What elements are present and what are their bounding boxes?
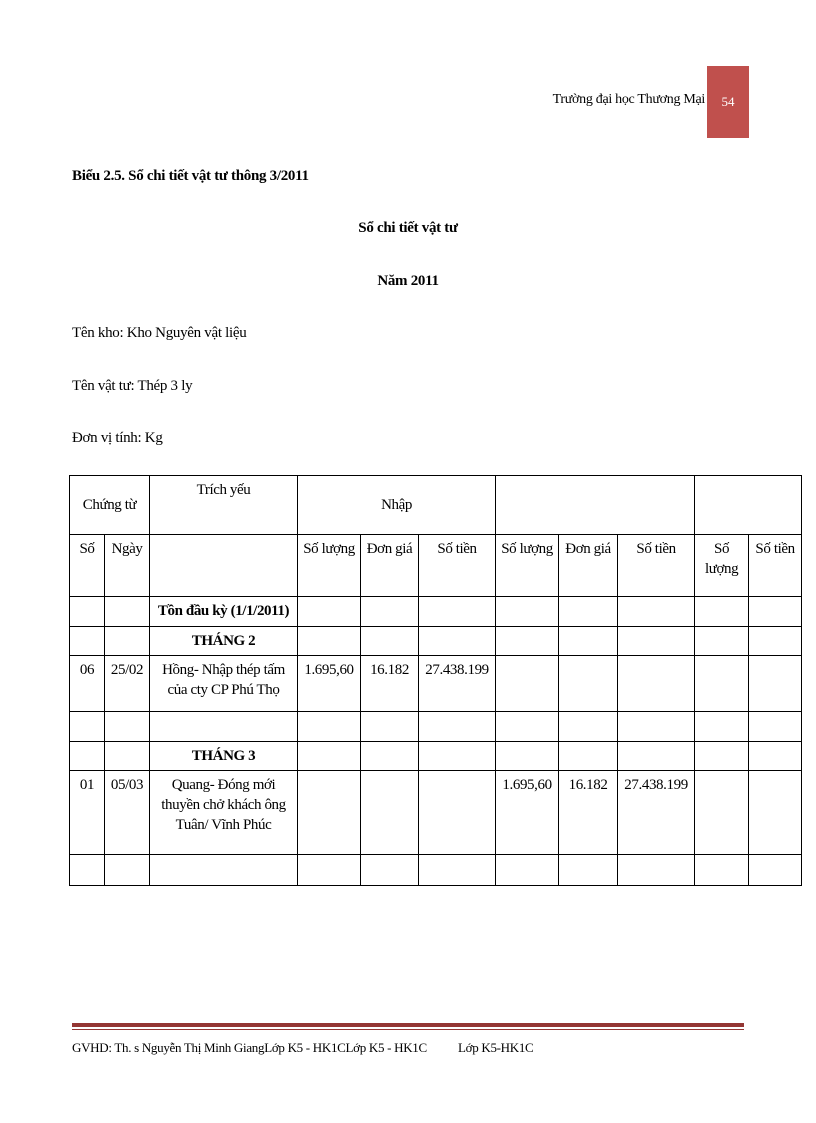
cell-import-price: [361, 742, 419, 771]
cell-export-price: [559, 656, 618, 712]
cell-import-qty: 1.695,60: [298, 656, 361, 712]
cell-import-amount: [419, 597, 496, 627]
cell-import-price: 16.182: [361, 656, 419, 712]
ledger-table: [69, 475, 802, 886]
cell-export-amount: [618, 656, 695, 712]
cell-import-amount: [419, 855, 496, 886]
cell-balance-qty: [695, 656, 749, 712]
summary-header: Trích yếu: [150, 476, 298, 535]
cell-balance-qty: [695, 627, 749, 656]
cell-import-qty: [298, 712, 361, 742]
cell-voucher-date: [105, 855, 150, 886]
col-header-balance-qty: Số lượng: [695, 535, 749, 597]
col-header-export-price: Đơn giá: [559, 535, 618, 597]
cell-export-qty: [496, 627, 559, 656]
cell-import-price: [361, 712, 419, 742]
cell-voucher-date: [105, 742, 150, 771]
cell-voucher-date: [105, 627, 150, 656]
table-row: [70, 627, 802, 656]
cell-voucher-no: [70, 712, 105, 742]
cell-export-amount: 27.438.199: [618, 771, 695, 855]
ledger-year: Năm 2011: [377, 273, 439, 289]
cell-import-amount: [419, 742, 496, 771]
table-row: [70, 597, 802, 627]
cell-balance-qty: [695, 712, 749, 742]
cell-export-amount: [618, 627, 695, 656]
cell-balance-amount: [749, 597, 802, 627]
table-row: [70, 771, 802, 855]
cell-summary: Tồn đầu kỳ (1/1/2011): [150, 597, 298, 627]
cell-import-qty: [298, 742, 361, 771]
export-header: [496, 476, 695, 535]
cell-export-price: [559, 712, 618, 742]
cell-export-price: 16.182: [559, 771, 618, 855]
table-row: [70, 712, 802, 742]
cell-export-price: [559, 855, 618, 886]
cell-balance-qty: [695, 771, 749, 855]
cell-export-amount: [618, 597, 695, 627]
cell-balance-amount: [749, 656, 802, 712]
cell-export-qty: [496, 742, 559, 771]
column-header-row: [70, 535, 802, 597]
material-name: Tên vật tư: Thép 3 ly: [72, 378, 193, 394]
cell-export-price: [559, 597, 618, 627]
cell-summary: THÁNG 2: [150, 627, 298, 656]
page-number-badge: 54: [707, 66, 749, 138]
col-header-voucher-no: Số: [70, 535, 105, 597]
cell-export-qty: [496, 855, 559, 886]
cell-export-qty: [496, 597, 559, 627]
cell-export-price: [559, 742, 618, 771]
col-header-export-qty: Số lượng: [496, 535, 559, 597]
cell-voucher-date: 25/02: [105, 656, 150, 712]
footer-instructor: GVHD: Th. s Nguyễn Thị Minh GiangLớp K5 - HK1CLớp K5 - HK1C: [72, 1040, 427, 1055]
cell-voucher-no: [70, 855, 105, 886]
cell-import-price: [361, 855, 419, 886]
cell-voucher-no: 01: [70, 771, 105, 855]
col-header-export-amount: Số tiền: [618, 535, 695, 597]
col-header-import-qty: Số lượng: [298, 535, 361, 597]
cell-import-price: [361, 771, 419, 855]
cell-import-amount: 27.438.199: [419, 656, 496, 712]
cell-import-amount: [419, 771, 496, 855]
col-header-summary: [150, 535, 298, 597]
cell-import-qty: [298, 627, 361, 656]
cell-voucher-no: 06: [70, 656, 105, 712]
cell-export-amount: [618, 855, 695, 886]
cell-import-qty: [298, 597, 361, 627]
cell-export-amount: [618, 742, 695, 771]
cell-voucher-date: 05/03: [105, 771, 150, 855]
cell-balance-qty: [695, 597, 749, 627]
cell-import-qty: [298, 771, 361, 855]
cell-voucher-no: [70, 742, 105, 771]
balance-header: [695, 476, 802, 535]
figure-caption: Biểu 2.5. Sổ chi tiết vật tư thông 3/2011: [72, 168, 309, 184]
cell-import-amount: [419, 712, 496, 742]
cell-import-price: [361, 597, 419, 627]
cell-import-amount: [419, 627, 496, 656]
cell-summary: THÁNG 3: [150, 742, 298, 771]
header-school-name: Trường đại học Thương Mại: [552, 92, 705, 107]
cell-balance-qty: [695, 855, 749, 886]
voucher-header: Chứng từ: [70, 476, 150, 535]
import-header: Nhập: [298, 476, 496, 535]
footer-rule-thick: [72, 1023, 744, 1027]
footer-rule-thin: [72, 1029, 744, 1030]
cell-voucher-date: [105, 712, 150, 742]
cell-voucher-date: [105, 597, 150, 627]
ledger-title: Sổ chi tiết vật tư: [358, 220, 458, 236]
col-header-import-amount: Số tiền: [419, 535, 496, 597]
col-header-balance-amount: Số tiền: [749, 535, 802, 597]
cell-voucher-no: [70, 597, 105, 627]
warehouse-name: Tên kho: Kho Nguyên vật liệu: [72, 325, 247, 341]
cell-export-qty: [496, 656, 559, 712]
cell-import-qty: [298, 855, 361, 886]
cell-import-price: [361, 627, 419, 656]
table-row: [70, 855, 802, 886]
cell-summary: Hồng- Nhập thép tấm của cty CP Phú Thọ: [150, 656, 298, 712]
cell-summary: [150, 855, 298, 886]
footer-class: Lớp K5-HK1C: [458, 1040, 534, 1055]
cell-balance-amount: [749, 771, 802, 855]
cell-balance-amount: [749, 627, 802, 656]
cell-export-price: [559, 627, 618, 656]
cell-summary: [150, 712, 298, 742]
cell-summary: Quang- Đóng mới thuyền chở khách ông Tuân/ Vĩnh Phúc: [150, 771, 298, 855]
cell-voucher-no: [70, 627, 105, 656]
cell-export-qty: [496, 712, 559, 742]
table-row: [70, 742, 802, 771]
cell-export-amount: [618, 712, 695, 742]
col-header-voucher-date: Ngày: [105, 535, 150, 597]
group-header-row: [70, 476, 802, 535]
cell-balance-amount: [749, 742, 802, 771]
table-row: [70, 656, 802, 712]
col-header-import-price: Đơn giá: [361, 535, 419, 597]
cell-export-qty: 1.695,60: [496, 771, 559, 855]
unit-of-measure: Đơn vị tính: Kg: [72, 430, 163, 446]
cell-balance-qty: [695, 742, 749, 771]
cell-balance-amount: [749, 712, 802, 742]
cell-balance-amount: [749, 855, 802, 886]
